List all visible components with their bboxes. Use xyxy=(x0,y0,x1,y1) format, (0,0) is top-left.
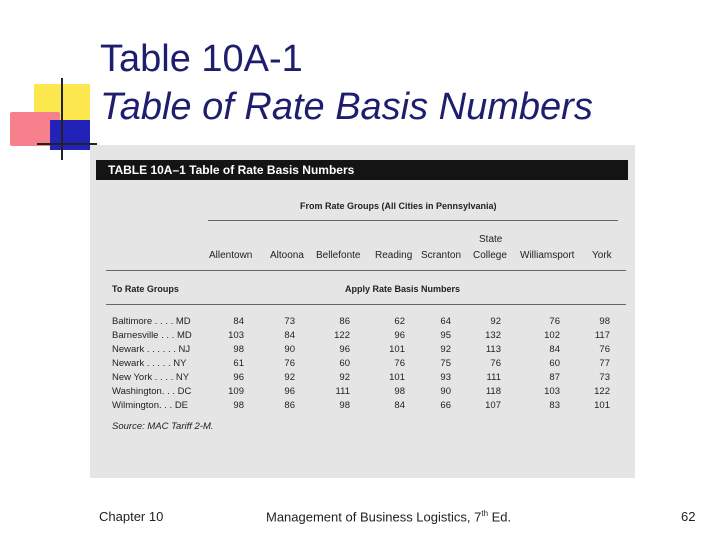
decorative-vertical-line xyxy=(61,78,63,160)
slide-title: Table 10A-1 xyxy=(100,38,303,80)
table-cell: 96 xyxy=(394,330,405,341)
from-rule xyxy=(208,220,618,221)
table-cell: 111 xyxy=(335,386,350,397)
table-cell: 84 xyxy=(549,344,560,355)
row-label: Wilmington. . . DE xyxy=(112,400,189,411)
header-rule xyxy=(106,270,626,271)
subheader-rule xyxy=(106,304,626,305)
table-cell: 73 xyxy=(284,316,295,327)
col-altoona: Altoona xyxy=(270,250,304,261)
table-cell: 83 xyxy=(549,400,560,411)
table-cell: 111 xyxy=(486,372,501,383)
table-caption: TABLE 10A–1 Table of Rate Basis Numbers xyxy=(96,160,628,180)
table-cell: 76 xyxy=(549,316,560,327)
table-cell: 86 xyxy=(339,316,350,327)
table-cell: 64 xyxy=(440,316,451,327)
table-cell: 76 xyxy=(599,344,610,355)
table-cell: 96 xyxy=(339,344,350,355)
table-cell: 96 xyxy=(284,386,295,397)
table-cell: 101 xyxy=(389,344,405,355)
footer-book-title: Management of Business Logistics, 7th Ed. xyxy=(266,509,512,525)
table-cell: 76 xyxy=(284,358,295,369)
row-label: Barnesville . . . MD xyxy=(112,330,192,341)
from-rate-groups-label: From Rate Groups (All Cities in Pennsylvania) xyxy=(300,201,497,211)
table-cell: 87 xyxy=(549,372,560,383)
table-cell: 102 xyxy=(544,330,560,341)
table-cell: 95 xyxy=(440,330,451,341)
row-label: Baltimore . . . . MD xyxy=(112,316,191,327)
table-cell: 60 xyxy=(549,358,560,369)
table-cell: 93 xyxy=(440,372,451,383)
table-cell: 113 xyxy=(485,344,501,355)
table-cell: 77 xyxy=(599,358,610,369)
table-cell: 92 xyxy=(284,372,295,383)
footer-chapter: Chapter 10 xyxy=(99,509,164,524)
table-cell: 122 xyxy=(594,386,610,397)
table-cell: 109 xyxy=(228,386,244,397)
table-cell: 62 xyxy=(394,316,405,327)
table-cell: 84 xyxy=(394,400,405,411)
table-cell: 103 xyxy=(228,330,244,341)
decorative-blue-block xyxy=(50,120,90,150)
state-label: State xyxy=(479,234,503,245)
table-cell: 122 xyxy=(334,330,350,341)
table-cell: 90 xyxy=(284,344,295,355)
col-williamsport: Williamsport xyxy=(520,250,575,261)
table-cell: 86 xyxy=(284,400,295,411)
table-cell: 98 xyxy=(233,400,244,411)
row-label: Newark . . . . . . NJ xyxy=(112,344,191,355)
col-state-college: College xyxy=(473,250,507,261)
table-cell: 92 xyxy=(490,316,501,327)
table-cell: 96 xyxy=(233,372,244,383)
table-cell: 98 xyxy=(599,316,610,327)
table-cell: 101 xyxy=(389,372,405,383)
table-cell: 101 xyxy=(594,400,610,411)
table-cell: 76 xyxy=(490,358,501,369)
table-cell: 61 xyxy=(233,358,244,369)
table-cell: 76 xyxy=(394,358,405,369)
table-cell: 92 xyxy=(339,372,350,383)
col-bellefonte: Bellefonte xyxy=(316,250,361,261)
decorative-horizontal-line xyxy=(37,143,97,145)
table-cell: 84 xyxy=(284,330,295,341)
table-cell: 73 xyxy=(599,372,610,383)
table-cell: 60 xyxy=(339,358,350,369)
col-allentown: Allentown xyxy=(209,250,253,261)
col-scranton: Scranton xyxy=(421,250,462,261)
table-cell: 84 xyxy=(233,316,244,327)
row-label: Washington. . . DC xyxy=(112,386,192,397)
to-rate-groups-label: To Rate Groups xyxy=(112,284,179,294)
table-cell: 118 xyxy=(485,386,501,397)
table-cell: 98 xyxy=(394,386,405,397)
table-cell: 103 xyxy=(544,386,560,397)
table-cell: 75 xyxy=(440,358,451,369)
col-reading: Reading xyxy=(375,250,413,261)
table-cell: 90 xyxy=(440,386,451,397)
row-label: New York . . . . NY xyxy=(112,372,190,383)
table-cell: 107 xyxy=(485,400,501,411)
table-cell: 117 xyxy=(594,330,610,341)
table-cell: 92 xyxy=(440,344,451,355)
col-york: York xyxy=(592,250,612,261)
apply-rate-basis-label: Apply Rate Basis Numbers xyxy=(345,284,461,294)
table-cell: 98 xyxy=(233,344,244,355)
footer-page-number: 62 xyxy=(681,509,696,524)
table-cell: 66 xyxy=(440,400,451,411)
table-source: Source: MAC Tariff 2-M. xyxy=(112,421,214,432)
row-label: Newark . . . . . NY xyxy=(112,358,187,369)
table-cell: 132 xyxy=(485,330,501,341)
slide-subtitle: Table of Rate Basis Numbers xyxy=(100,86,593,128)
table-cell: 98 xyxy=(339,400,350,411)
